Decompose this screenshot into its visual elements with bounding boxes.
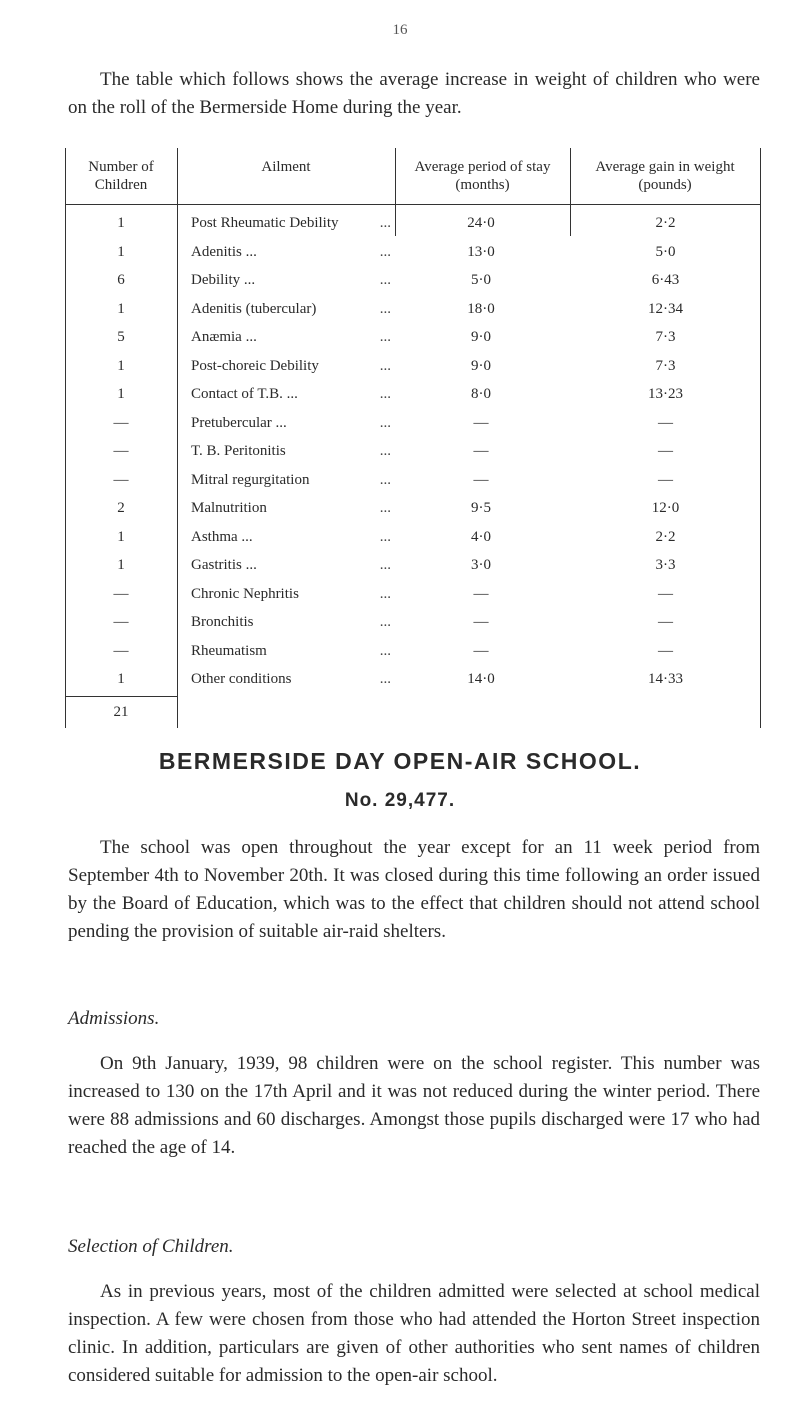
average-gain-cell: — <box>658 414 673 431</box>
average-gain-cell: 5·0 <box>655 243 676 260</box>
page-number: 16 <box>392 22 408 38</box>
header-rule <box>65 204 761 205</box>
weight-gain-table <box>65 148 761 728</box>
leader-dots: ... <box>379 471 391 488</box>
ailment-cell: Debility ... <box>191 272 256 288</box>
table-row <box>65 497 761 519</box>
average-period-cell: 9·0 <box>471 357 491 374</box>
average-gain-cell: 7·3 <box>655 329 676 345</box>
header-ailment: Ailment <box>261 159 311 175</box>
number-of-children-cell: — <box>113 614 129 630</box>
header-average-gain: Average gain in weight (pounds) <box>595 159 735 193</box>
leader-dots: ... <box>379 300 391 317</box>
leader-dots: ... <box>379 642 391 659</box>
number-of-children-cell: 1 <box>117 243 125 260</box>
table-row <box>65 469 761 491</box>
leader-dots: ... <box>379 500 391 516</box>
average-period-cell: — <box>473 642 489 659</box>
average-gain-cell: 2·2 <box>655 215 676 231</box>
ailment-cell: Chronic Nephritis <box>191 585 299 602</box>
average-gain-cell: — <box>658 585 673 602</box>
leader-dots: ... <box>379 357 391 374</box>
table-row <box>65 212 761 234</box>
table-row <box>65 298 761 320</box>
admissions-paragraph: On 9th January, 1939, 98 children were on the school register. This number was increased to 130 on the 17th April and it was not reduced during the winter period. There were 88 admissions and 60 discharges. Amongst those pupils discharged were 17 who had reached the age of 14. <box>68 1053 760 1158</box>
leader-dots: ... <box>379 329 391 345</box>
ailment-cell: Post-choreic Debility <box>191 357 319 374</box>
header-number-of-children: Number of Children <box>88 159 154 193</box>
average-period-cell: 13·0 <box>467 243 495 260</box>
leader-dots: ... <box>379 243 391 260</box>
average-gain-cell: — <box>658 471 673 488</box>
average-gain-cell: 14·33 <box>648 671 683 687</box>
number-of-children-cell: — <box>113 414 129 431</box>
leader-dots: ... <box>379 614 391 630</box>
average-gain-cell: 6·43 <box>651 272 680 288</box>
school-title: BERMERSIDE DAY OPEN-AIR SCHOOL. <box>158 748 642 774</box>
average-gain-cell: 3·3 <box>655 557 676 573</box>
table-row <box>65 412 761 434</box>
number-of-children-cell: 1 <box>117 671 125 687</box>
school-number: No. 29,477. <box>344 790 456 811</box>
leader-dots: ... <box>379 528 391 545</box>
table-row <box>65 640 761 662</box>
ailment-cell: Asthma ... <box>191 528 253 545</box>
ailment-cell: Bronchitis <box>191 614 254 630</box>
table-row <box>65 583 761 605</box>
total-rule <box>65 696 177 697</box>
average-period-cell: 9·5 <box>471 500 491 516</box>
leader-dots: ... <box>379 585 391 602</box>
average-gain-cell: 12·0 <box>651 500 680 516</box>
average-period-cell: 9·0 <box>471 329 491 345</box>
average-period-cell: — <box>473 585 489 602</box>
table-row <box>65 241 761 263</box>
school-closure-paragraph: The school was open throughout the year except for an 11 week period from September 4th to November 20th. It was closed during this time following an order issued by the Board of Education, which was to the effect that children should not attend school pending the provision of suitable air-raid shelters. <box>68 837 760 942</box>
average-period-cell: 18·0 <box>467 300 495 317</box>
table-row <box>65 326 761 348</box>
table-row <box>65 383 761 405</box>
table-row <box>65 554 761 576</box>
leader-dots: ... <box>379 215 391 231</box>
table-row <box>65 526 761 548</box>
number-of-children-cell: 6 <box>117 272 125 288</box>
leader-dots: ... <box>379 272 391 288</box>
average-period-cell: 8·0 <box>471 386 491 402</box>
leader-dots: ... <box>379 557 391 573</box>
average-period-cell: — <box>473 471 489 488</box>
ailment-cell: Gastritis ... <box>191 557 257 573</box>
number-of-children-cell: 1 <box>117 528 125 545</box>
average-period-cell: 24·0 <box>467 215 495 231</box>
admissions-heading: Admissions. <box>68 1008 160 1029</box>
ailment-cell: Other conditions <box>191 671 292 687</box>
average-period-cell: 14·0 <box>467 671 495 687</box>
average-period-cell: — <box>473 614 489 630</box>
leader-dots: ... <box>379 386 391 402</box>
number-of-children-cell: 1 <box>117 215 125 231</box>
ailment-cell: Rheumatism <box>191 642 267 659</box>
total-children: 21 <box>113 704 129 720</box>
ailment-cell: Anæmia ... <box>191 329 257 345</box>
ailment-cell: Mitral regurgitation <box>191 471 310 488</box>
ailment-cell: T. B. Peritonitis <box>191 443 286 459</box>
number-of-children-cell: 2 <box>117 500 125 516</box>
average-gain-cell: — <box>658 614 673 630</box>
selection-paragraph: As in previous years, most of the children admitted were selected at school medical inspection. A few were chosen from those who had attended the Horton Street inspection clinic. In addition, particulars are given of other authorities who sent names of children considered suitable for admission to the open-air school. <box>68 1281 760 1386</box>
average-period-cell: — <box>473 443 489 459</box>
leader-dots: ... <box>379 414 391 431</box>
ailment-cell: Pretubercular ... <box>191 414 287 431</box>
number-of-children-cell: — <box>113 585 129 602</box>
ailment-cell: Adenitis ... <box>191 243 257 260</box>
leader-dots: ... <box>379 443 391 459</box>
number-of-children-cell: — <box>113 443 129 459</box>
ailment-cell: Adenitis (tubercular) <box>191 300 317 317</box>
number-of-children-cell: 1 <box>117 357 125 374</box>
number-of-children-cell: 1 <box>117 386 125 402</box>
ailment-cell: Malnutrition <box>191 500 267 516</box>
ailment-cell: Post Rheumatic Debility <box>191 215 339 231</box>
average-gain-cell: 2·2 <box>655 528 676 545</box>
table-row <box>65 668 761 690</box>
number-of-children-cell: 5 <box>117 329 125 345</box>
average-gain-cell: 12·34 <box>648 300 683 317</box>
table-total-row <box>65 701 761 723</box>
intro-paragraph: The table which follows shows the average increase in weight of children who were on the roll of the Bermerside Home during the year. <box>68 69 760 118</box>
average-period-cell: — <box>473 414 489 431</box>
number-of-children-cell: 1 <box>117 557 125 573</box>
number-of-children-cell: — <box>113 642 129 659</box>
average-period-cell: 5·0 <box>471 272 491 288</box>
header-average-period: Average period of stay (months) <box>414 159 551 193</box>
table-row <box>65 440 761 462</box>
table-row <box>65 355 761 377</box>
selection-heading: Selection of Children. <box>68 1236 234 1257</box>
table-row <box>65 611 761 633</box>
ailment-cell: Contact of T.B. ... <box>191 386 298 402</box>
average-gain-cell: 7·3 <box>655 357 676 374</box>
number-of-children-cell: — <box>113 471 129 488</box>
average-gain-cell: — <box>658 443 673 459</box>
average-period-cell: 3·0 <box>471 557 491 573</box>
leader-dots: ... <box>379 671 391 687</box>
table-row <box>65 269 761 291</box>
average-gain-cell: — <box>658 642 673 659</box>
number-of-children-cell: 1 <box>117 300 125 317</box>
average-gain-cell: 13·23 <box>648 386 683 402</box>
average-period-cell: 4·0 <box>471 528 491 545</box>
